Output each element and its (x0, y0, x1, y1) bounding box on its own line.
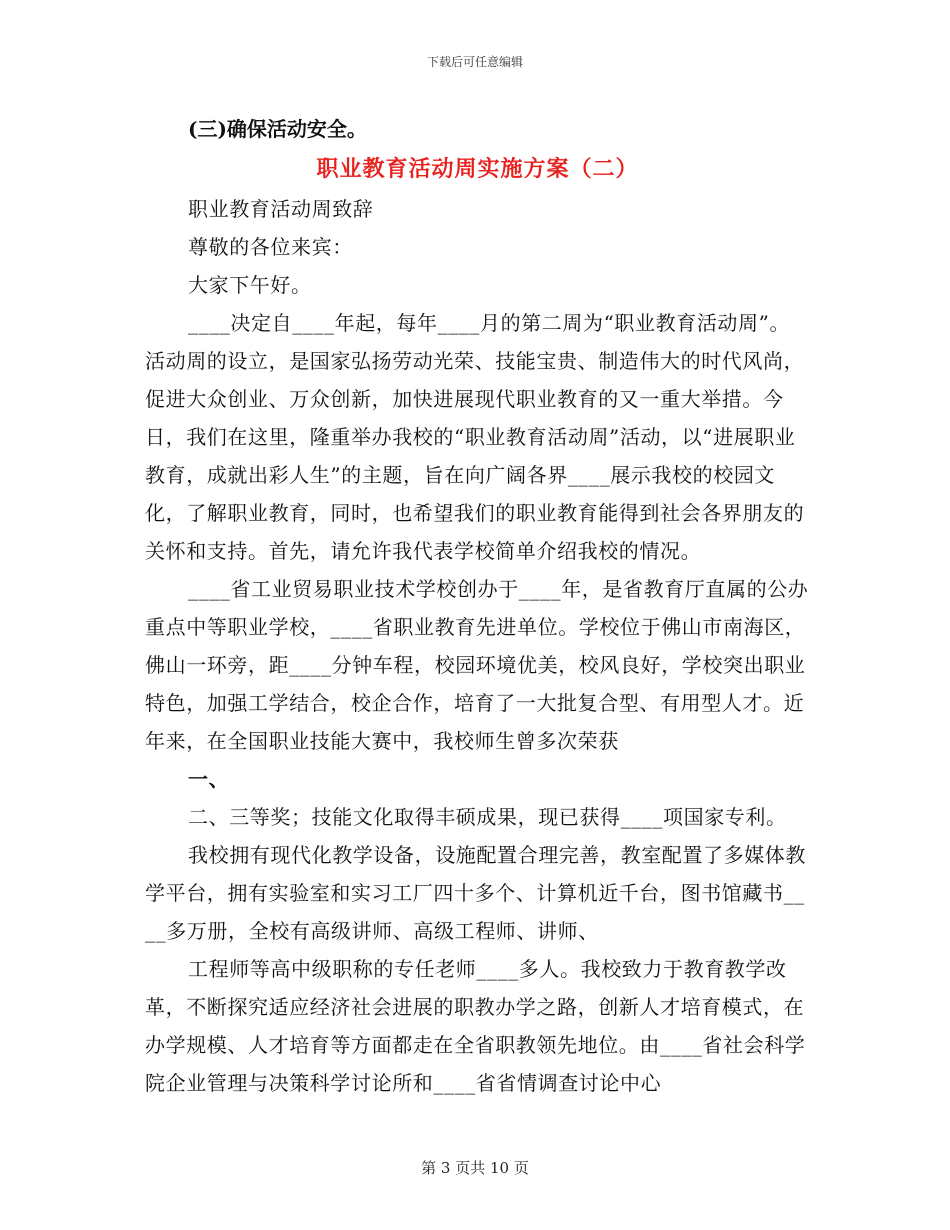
section-heading: (三)确保活动安全。 (188, 117, 367, 141)
document-title: 职业教育活动周实施方案（二） (316, 156, 639, 182)
paragraph-greeting: 大家下午好。 (188, 273, 312, 297)
paragraph-list-one: 一、 (188, 767, 230, 791)
paragraph-speech-title: 职业教育活动周致辞 (188, 197, 374, 221)
paragraph-awards: 二、三等奖；技能文化取得丰硕成果，现已获得____项国家专利。 (188, 805, 787, 829)
paragraph-facilities: 我校拥有现代化教学设备，设施配置合理完善，教室配置了多媒体教学平台，拥有实验室和实习工厂四十多个、计算机近千台，图书馆藏书____多万册，全校有高级讲师、高级工程师、讲师、 (145, 843, 806, 943)
document-body (145, 110, 810, 1102)
paragraph-school-intro: ____省工业贸易职业技术学校创办于____年，是省教育厅直属的公办重点中等职业学校，____省职业教育先进单位。学校位于佛山市南海区，佛山一环旁，距____分钟车程，校园环境优美，校风良好，学校突出职业特色，加强工学结合，校企合作，培育了一大批复合型、有用型人才。近年来，在全国职业技能大赛中，我校师生曾多次荣获 (145, 577, 809, 753)
paragraph-activity-week: ____决定自____年起，每年____月的第二周为“职业教育活动周”。活动周的设立，是国家弘扬劳动光荣、技能宝贵、制造伟大的时代风尚，促进大众创业、万众创新，加快进展现代职业教育的又一重大举措。今日，我们在这里，隆重举办我校的“职业教育活动周”活动，以“进展职业教育，成就出彩人生”的主题，旨在向广阔各界____展示我校的校园文化，了解职业教育，同时，也希望我们的职业教育能得到社会各界朋友的关怀和支持。首先，请允许我代表学校简单介绍我校的情况。 (145, 311, 805, 563)
page-header: 下载后可任意编辑 (426, 55, 523, 69)
paragraph-salutation: 尊敬的各位来宾： (188, 235, 353, 259)
paragraph-teachers: 工程师等高中级职称的专任老师____多人。我校致力于教育教学改革，不断探究适应经济社会进展的职教办学之路，创新人才培育模式，在办学规模、人才培育等方面都走在全省职教领先地位。由____省社会科学院企业管理与决策科学讨论所和____省省情调查讨论中心 (145, 957, 806, 1095)
page-number: 第 3 页共 10 页 (421, 1159, 529, 1177)
